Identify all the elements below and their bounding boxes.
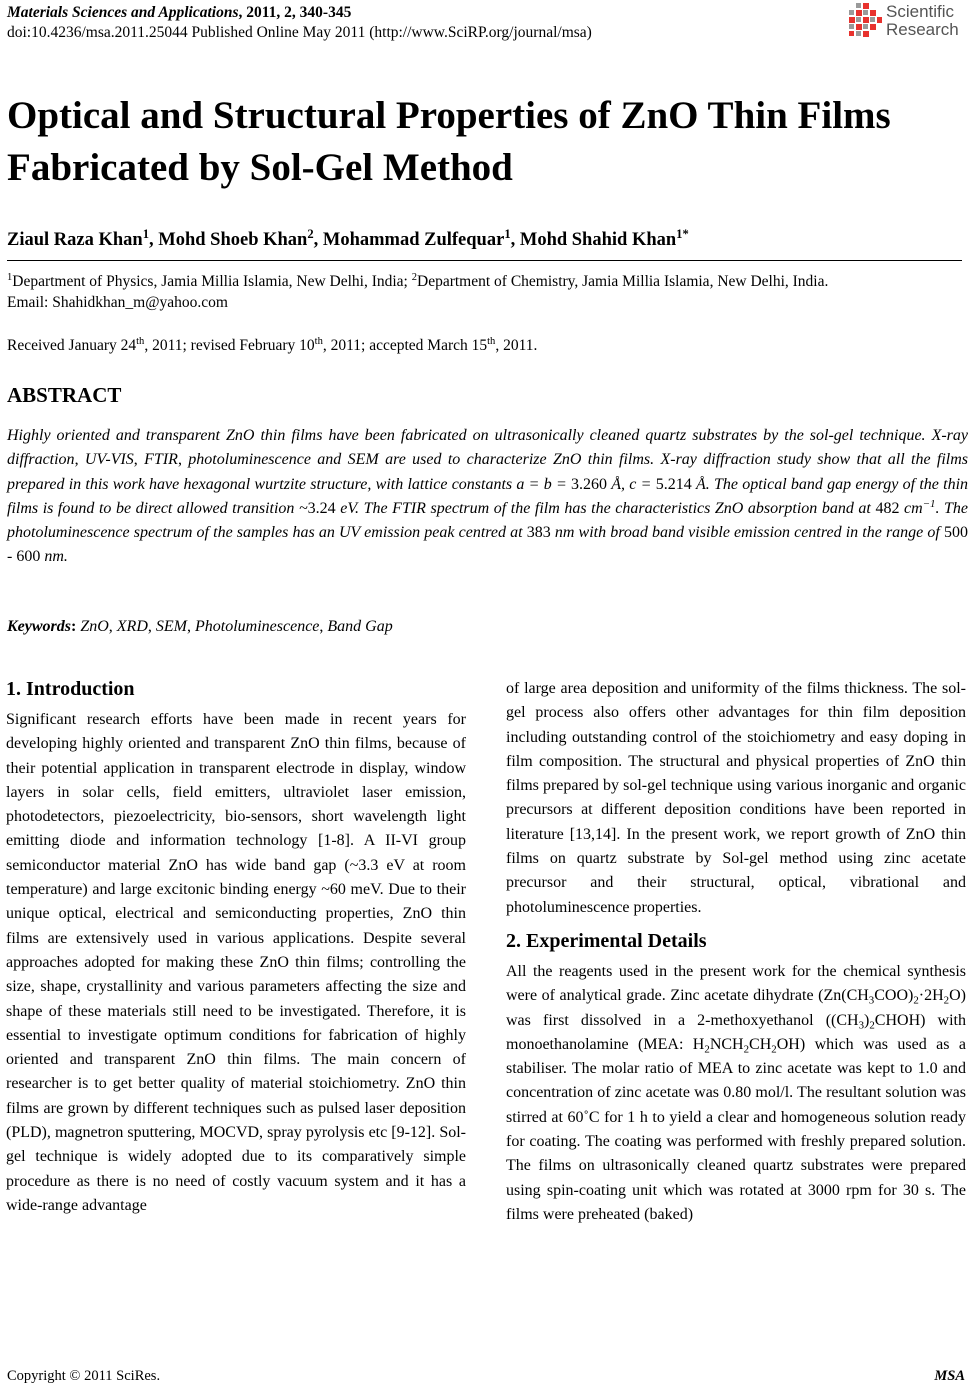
exp-sub: 2 (913, 994, 919, 1007)
abstract-value: 383 (526, 524, 551, 542)
abstract-text: eV. The FTIR spectrum of the film has the characteristics ZnO absorption band at (335, 499, 876, 517)
abstract-sup: −1 (922, 497, 936, 510)
header-divider (7, 260, 962, 261)
abstract-text: nm with broad band visible emission centred in the range of (550, 524, 945, 542)
abstract-text: Å, c = (607, 475, 656, 493)
affil-sup: 1 (7, 272, 13, 284)
abstract-value: 500 - 600 (7, 524, 969, 566)
keyword: Band Gap (327, 618, 393, 635)
scientific-research-logo (846, 2, 966, 44)
author-name: , Mohd Shahid Khan (510, 230, 677, 250)
author-list (7, 227, 689, 251)
author-email: Email: Shahidkhan_m@yahoo.com (7, 294, 228, 311)
affiliation-line (7, 271, 828, 292)
logo-mark-icon (846, 2, 884, 42)
abstract-text: , (133, 451, 145, 469)
author-name: Ziaul Raza Khan (7, 230, 143, 250)
received-text: , 2011; accepted March 15 (322, 337, 488, 354)
article-title: Optical and Structural Properties of ZnO Thin Films Fabricated by Sol-Gel Method (7, 94, 891, 189)
exp-text: COO) (874, 987, 914, 1005)
keyword-sep: , (108, 618, 117, 635)
received-text: Received January 24 (7, 337, 137, 354)
logo-text-line2: Research (886, 20, 959, 39)
keyword: Photoluminescence (195, 618, 320, 635)
keywords-label: Keywords (7, 618, 71, 635)
abstract-text: FTIR (144, 451, 178, 469)
abstract-text: UV-VIS (84, 451, 134, 469)
exp-sub: 2 (771, 1043, 777, 1056)
exp-text: NCH (709, 1035, 744, 1053)
abstract-value: 482 (875, 499, 900, 517)
received-sup: th (136, 336, 145, 348)
received-text: , 2011; revised February 10 (144, 337, 315, 354)
intro-paragraph: Significant research efforts have been made in recent years for developing highly oriented and transparent ZnO thin films, because of their potential application in transparent electrode in display, window layers in solar cells, field emitters, ultraviolet laser emission, photodetectors, piezoelectricity, bio-sensors, short wavelength light emitting diode and information technology [1-8]. A II-VI group semiconductor material ZnO has wide band gap (~3.3 eV at room temperature) and large excitonic binding energy ~60 meV. Due to their unique optical, electrical and semiconducting properties, ZnO thin films are extensively used in various applications. Despite several approaches adopted for making these ZnO thin films; controlling the size, shape, crystallinity and various parameters affecting the size and shape of these materials still need to be investigated. Therefore, it is essential to investigate optimum conditions for fabrication of highly oriented and transparent ZnO thin films. The main concern of researcher is to get better quality of material stoichiometry. ZnO thin films are grown by different techniques such as pulsed laser deposition (PLD), magnetron sputtering, MOCVD, spray pyrolysis etc [9-12]. Sol-gel technique is widely adopted due to its comparatively simple procedure as there is no need of costly vacuum system and it has a wide-range advantage (6, 711, 466, 1214)
abstract-text: , (74, 451, 85, 469)
exp-sub: 2 (743, 1043, 750, 1056)
author-sup: 1* (676, 227, 689, 242)
exp-text: ) (864, 1011, 870, 1029)
author-sup: 2 (307, 227, 314, 242)
keyword: XRD (116, 618, 148, 635)
exp-sub: 3 (868, 994, 875, 1007)
exp-text: ·2H (918, 987, 944, 1005)
affiliations (7, 271, 828, 313)
exp-text: O) was first dissolved in a 2-methoxyethanol ((CH (506, 987, 966, 1029)
exp-sub: 3 (858, 1018, 865, 1031)
author-sup: 1 (504, 227, 511, 242)
author-name: , Mohammad Zulfequar (313, 230, 505, 250)
keyword-sep: , (147, 618, 156, 635)
exp-text: CH (749, 1035, 772, 1053)
exp-text: CHOH) with monoethanolamine (MEA: H (506, 1011, 966, 1053)
abstract-text: . The photoluminescence spectrum of the samples has an UV emission peak centred at (7, 499, 969, 542)
abstract-text: photoluminescence and SEM are used to characterize ZnO thin films. X-ray diffraction study show that all the films prepared in this work have hexagonal wurtzite structure, with lattice constants a = b = (7, 451, 969, 493)
journal-name: Materials Sciences and Applications (7, 4, 239, 21)
journal-volume: , 2011, 2, 340-345 (238, 4, 352, 21)
logo-text-line1: Scientific (886, 2, 955, 21)
column-right (506, 677, 966, 1227)
keywords (7, 618, 393, 636)
footer-copyright: Copyright © 2011 SciRes. (7, 1368, 161, 1384)
exp-sub: 2 (704, 1043, 710, 1056)
abstract-text: nm. (40, 548, 68, 566)
abstract-value: 3.24 (307, 499, 336, 517)
keyword: SEM (155, 618, 187, 635)
column-left (6, 676, 466, 1218)
received-dates (7, 337, 537, 355)
abstract-text: Å. The optical band gap energy of the thin films is found to be direct allowed transition ~ (7, 475, 969, 517)
exp-sub: 2 (869, 1018, 875, 1031)
abstract-body (7, 424, 968, 570)
keyword-sep: , (187, 618, 195, 635)
affil-dept2: Department of Chemistry, Jamia Millia Islamia, New Delhi, India. (417, 273, 829, 290)
affil-dept1: Department of Physics, Jamia Millia Islamia, New Delhi, India; (12, 273, 412, 290)
keyword-sep: , (319, 618, 328, 635)
author-sup: 1 (142, 227, 149, 242)
abstract-text: , (177, 451, 189, 469)
keyword: ZnO (80, 618, 109, 635)
experimental-paragraph (506, 960, 966, 1227)
exp-text: OH) which was used as a stabiliser. The molar ratio of MEA to zinc acetate was kept to 1.0 and concentration of zinc acetate was 0.80 mol/l. The resultant solution was stirred at 60˚C for 1 h to yield a clear and homogeneous solution ready for coating. The coating was performed with freshly prepared solution. The films on ultrasonically cleaned quartz substrates were prepared using spin-coating unit which was rotated at 3000 rpm for 30 s. The films were preheated (baked) (506, 1035, 967, 1223)
keywords-colon: : (71, 618, 81, 635)
doi-line: doi:10.4236/msa.2011.25044 Published Online May 2011 (http://www.SciRP.org/journal/msa) (7, 24, 592, 41)
abstract-heading: ABSTRACT (7, 383, 122, 407)
logo-text (886, 3, 959, 39)
abstract-value: 5.214 (655, 475, 692, 493)
author-name: , Mohd Shoeb Khan (149, 230, 308, 250)
intro-continued-paragraph: of large area deposition and uniformity of the films thickness. The sol-gel process also offers other advantages for thin film deposition including outstanding control of the stoichiometry and easy doping in film composition. The structural and physical properties of ZnO thin films prepared by sol-gel technique using various inorganic and organic precursors at different deposition conditions have been reported in literature [13,14]. In the present work, we report growth of ZnO thin films on quartz substrate by Sol-gel method using zinc acetate precursor and their structural, optical, vibrational and photoluminescence properties. (506, 680, 966, 916)
intro-heading: 1. Introduction (6, 678, 135, 700)
abstract-text: Highly oriented and transparent ZnO thin films have been fabricated on ultrasonically cleaned quartz substrates by the sol-gel technique. X-ray diffraction (7, 427, 968, 469)
experimental-heading: 2. Experimental Details (506, 929, 707, 952)
received-sup: th (314, 336, 323, 348)
abstract-value: 3.260 (571, 475, 608, 493)
abstract-text: cm (899, 499, 923, 517)
received-sup: th (487, 336, 496, 348)
footer-journal-abbr: MSA (934, 1368, 965, 1384)
exp-sub: 2 (943, 994, 950, 1007)
received-text: , 2011. (495, 337, 538, 354)
journal-citation (7, 3, 592, 23)
journal-header (7, 3, 592, 43)
affil-sup: 2 (411, 272, 417, 284)
exp-text: All the reagents used in the present work for the chemical synthesis were of analytical grade. Zinc acetate dihydrate (Zn(CH (506, 962, 966, 1005)
